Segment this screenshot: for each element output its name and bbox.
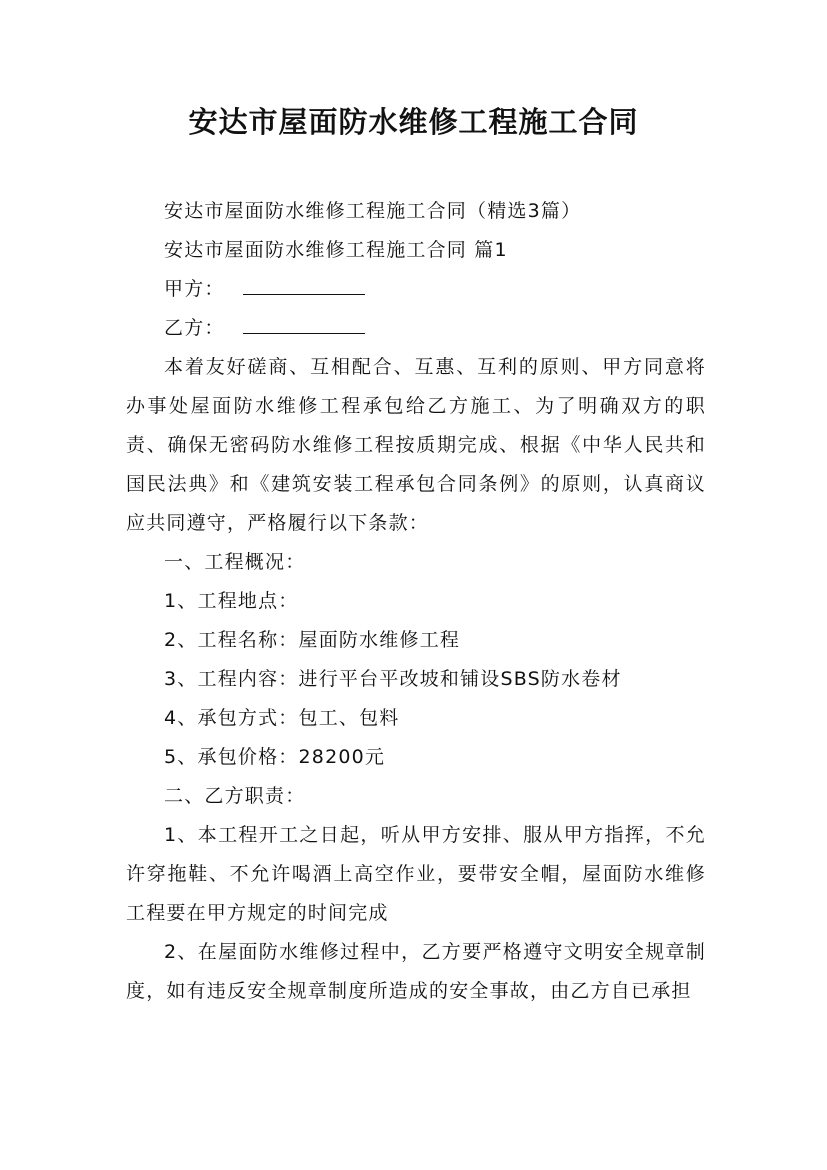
paragraph-item: 5、承包价格：28200元: [164, 746, 386, 768]
party-b-label: 乙方：: [164, 317, 225, 339]
party-a-blank: [243, 276, 365, 295]
paragraph-heading-duties: 二、乙方职责：: [164, 785, 306, 807]
paragraph-section-heading: 安达市屋面防水维修工程施工合同 篇1: [164, 239, 508, 261]
paragraph-subtitle: 安达市屋面防水维修工程施工合同（精选3篇）: [164, 200, 582, 222]
paragraph-duty: 2、在屋面防水维修过程中，乙方要严格遵守文明安全规章制度，如有违反安全规章制度所造成的安全事故，由乙方自已承担: [126, 941, 706, 1002]
party-b-blank: [243, 315, 365, 334]
paragraph-item: 3、工程内容：进行平台平改坡和铺设SBS防水卷材: [164, 668, 622, 690]
document-body: [126, 192, 706, 1011]
paragraph-item: 2、工程名称：屋面防水维修工程: [164, 629, 461, 651]
party-a-label: 甲方：: [164, 278, 225, 300]
paragraph-item: 1、工程地点：: [164, 590, 299, 612]
paragraph-heading-overview: 一、工程概况：: [164, 551, 306, 573]
paragraph-preamble: 本着友好磋商、互相配合、互惠、互利的原则、甲方同意将办事处屋面防水维修工程承包给乙方施工、为了明确双方的职责、确保无密码防水维修工程按质期完成、根据《中华人民共和国民法典》和《建筑安装工程承包合同条例》的原则，认真商议应共同遵守，严格履行以下条款：: [126, 356, 706, 534]
party-a-line: [126, 270, 706, 309]
paragraph-item: 4、承包方式：包工、包料: [164, 707, 400, 729]
document-title: 安达市屋面防水维修工程施工合同: [188, 105, 639, 139]
party-b-line: [126, 309, 706, 348]
paragraph-duty: 1、本工程开工之日起，听从甲方安排、服从甲方指挥，不允许穿拖鞋、不允许喝酒上高空作业，要带安全帽，屋面防水维修工程要在甲方规定的时间完成: [126, 824, 706, 924]
